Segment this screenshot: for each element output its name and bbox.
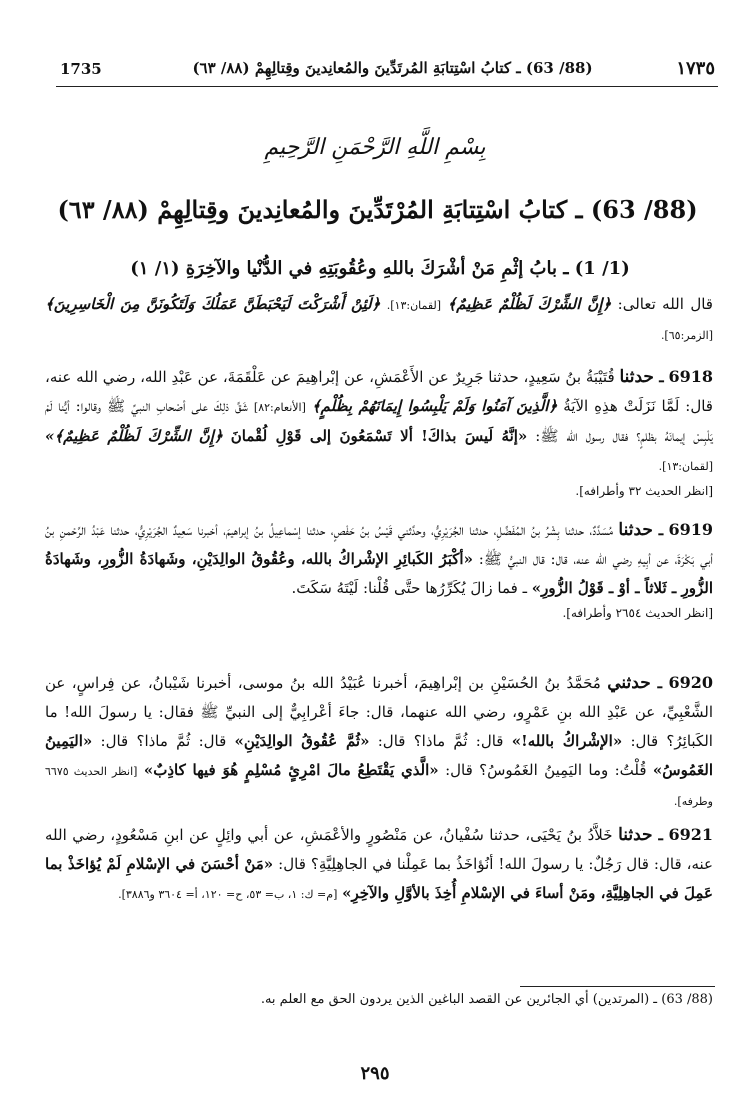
cross-reference: [انظر الحديث ٢٦٥٤ وأطرافه]. — [562, 606, 713, 620]
verse-reference: [لقمان:١٣]. — [386, 299, 442, 312]
hadith-opening-word: حدثنا — [619, 367, 654, 387]
footnote: (88/ 63) ـ (المرتدين) أي الجائرين عن القصد الباغين الذين يردون الحق مع العلم به. — [260, 992, 713, 1007]
cross-reference: [م= ك: ١، ب= ٥٣، ح= ١٢٠، أ= ٣٦٠٤ و٣٨٨٦]. — [118, 888, 338, 901]
hadith-text: ـ فما زالَ يُكَرِّرُها حتَّى قُلْنا: لَيْتَهُ سَكَتَ. — [291, 579, 527, 597]
quran-verse: ﴿الَّذِينَ آمَنُوا وَلَمْ يَلْبِسُوا إِيمَانَهُمْ بِظُلْمٍ﴾ — [311, 397, 558, 415]
hadith-text: مُسَدَّدٌ، حدثنا بِشْرُ بنُ المُفَضَّلِ، حدثنا الجُرَيْرِيُّ، وحدَّثني قَيْسُ بنُ حَفْصٍ، حدثنا إسْماعِيلُ بنُ إبراهيمَ، أخبرنا سَعِيدٌ الجُرَيْرِيُّ، حدثنا عَبْدُ الرَّحْمنِ بنُ أبي بَكْرَةَ، عن أبِيهِ رضي الله عنه، قال: قال النبيُّ ﷺ: — [45, 521, 714, 568]
prophet-saying: «أكْبَرُ الكَبائِرِ الإشْراكُ بالله، وعُقُوقُ الوالِدَيْنِ، وشَهادَةُ الزُّورِ، وشَهادَةُ الزُّورِ ـ ثَلاثاً ـ أوْ ـ قَوْلُ الزُّورِ» — [45, 550, 713, 597]
prophet-saying: «ثُمَّ عُقُوقُ الوالِدَيْنِ» — [234, 732, 370, 750]
cross-reference: [انظر الحديث ٣٢ وأطرافه]. — [575, 484, 713, 498]
page-number-footer: ٢٩٥ — [360, 1063, 390, 1084]
hadith-number: 6919 — [668, 520, 713, 539]
hadith-text: قُلْتُ: وما اليَمِينُ الغَمُوسُ؟ قال: — [445, 761, 647, 779]
hadith-opening-word: حدثنا — [618, 825, 653, 845]
hadith-text: قال: ثُمَّ ماذا؟ قال: — [377, 732, 504, 750]
cross-reference: [انظر الحديث ٦٦٧٥ وطرفه]. — [45, 765, 713, 808]
verse-reference: [الأنعام:٨٢] — [253, 401, 306, 414]
prophet-saying: «إنَّهُ لَيسَ بذاكَ! ألا تَسْمَعُونَ إلى قَوْلِ لُقْمانَ — [230, 427, 528, 445]
hadith-6921: 6921 ـ حدثنا خَلاَّدُ بنُ يَحْيَى، حدثنا سُفْيانُ، عن مَنْصُورٍ والأعْمَشِ، عن أبي وائِلٍ عن ابنِ مَسْعُودٍ، رضي الله عنه، قال: قال رَجُلٌ: يا رسولَ الله! أنُؤاخَذُ بما عَمِلْنا في الجاهِلِيَّةِ؟ قال: «مَنْ أحْسَنَ في الإسْلامِ لَمْ يُؤاخَذْ بما عَمِلَ في الجاهِلِيَّةِ، ومَنْ أساءَ في الإسْلامِ أُخِذَ بالأوَّلِ والآخِرِ» [م= ك: ١، ب= ٥٣، ح= ١٢٠، أ= ٣٦٠٤ و٣٨٨٦]. — [45, 825, 713, 902]
hadith-6918: 6918 ـ حدثنا قُتَيْبَةُ بنُ سَعِيدٍ، حدثنا جَرِيرٌ عن الأَعْمَشِ، عن إبْراهِيمَ عن عَلْقَمَةَ، عن عَبْدِ الله، رضي الله عنه، قال: لَمَّا نَزَلَتْ هذِهِ الآيَةُ ﴿الَّذِينَ آمَنُوا وَلَمْ يَلْبِسُوا إِيمَانَهُمْ بِظُلْمٍ﴾ [الأنعام:٨٢] شَقَّ ذلِكَ على أصْحابِ النبيِّ ﷺ وقالوا: أيُّنا لَمْ يَلْبِسْ إيمانَهُ بظلمٍ؟ فقال رسول الله ﷺ: «إنَّهُ لَيسَ بذاكَ! ألا تَسْمَعُونَ إلى قَوْلِ لُقْمانَ ﴿إِنَّ الشِّرْكَ لَظُلْمٌ عَظِيمٌ﴾» [لقمان:١٣]. [انظر الحديث ٣٢ وأطرافه]. — [45, 362, 713, 501]
page-number-arabic: ١٧٣٥ — [676, 58, 715, 79]
intro-text: قال الله تعالى: — [617, 295, 713, 313]
verse-reference: [لقمان:١٣]. — [658, 460, 713, 473]
book-title: (88/ 63) ـ كتابُ اسْتِتابَةِ المُرْتَدِّينَ والمُعانِدينَ وقِتالِهِمْ (٨٨/ ٦٣) — [57, 195, 698, 224]
page-number-latin: 1735 — [60, 60, 102, 78]
intro-paragraph — [45, 290, 713, 350]
verse-reference: [الزمر:٦٥]. — [660, 329, 713, 342]
running-title: (88/ 63) ـ كتابُ اسْتِتابَةِ المُرتَدِّينَ والمُعانِدينَ وقِتالِهِمْ (٨٨/ ٦٣) — [192, 59, 593, 77]
hadith-6919: 6919 ـ حدثنا مُسَدَّدٌ، حدثنا بِشْرُ بنُ المُفَضَّلِ، حدثنا الجُرَيْرِيُّ، وحدَّثني قَيْسُ بنُ حَفْصٍ، حدثنا إسْماعِيلُ بنُ إبراهيمَ، أخبرنا سَعِيدٌ الجُرَيْرِيُّ، حدثنا عَبْدُ الرَّحْمنِ بنُ أبي بَكْرَةَ، عن أبِيهِ رضي الله عنه، قال: قال النبيُّ ﷺ: «أكْبَرُ الكَبائِرِ الإشْراكُ بالله، وعُقُوقُ الوالِدَيْنِ، وشَهادَةُ الزُّورِ، وشَهادَةُ الزُّورِ ـ ثَلاثاً ـ أوْ ـ قَوْلُ الزُّورِ» ـ فما زالَ يُكَرِّرُها حتَّى قُلْنا: لَيْتَهُ سَكَتَ. [انظر الحديث ٢٦٥٤ وأطرافه]. — [45, 515, 713, 623]
hadith-text: قُتَيْبَةُ بنُ سَعِيدٍ، حدثنا جَرِيرٌ عن الأَعْمَشِ، عن إبْراهِيمَ عن عَلْقَمَةَ، عن عَبْدِ الله، رضي الله عنه، قال: لَمَّا نَزَلَتْ هذِهِ الآيَةُ — [45, 368, 713, 415]
prophet-saying: «الإشْراكُ بالله!» — [511, 732, 623, 750]
hadith-opening-word: حدثنا — [618, 520, 653, 540]
chapter-title: (1/ 1) ـ بابُ إثْمِ مَنْ أشْرَكَ باللهِ وعُقُوبَتِهِ في الدُّنْيا والآخِرَةِ (١/ ١) — [130, 258, 630, 279]
prophet-saying: «مَنْ أحْسَنَ في الإسْلامِ لَمْ يُؤاخَذْ بما عَمِلَ في الجاهِلِيَّةِ، ومَنْ أساءَ في الإسْلامِ أُخِذَ بالأوَّلِ والآخِرِ» — [45, 855, 713, 902]
hadith-6920: 6920 ـ حدثني مُحَمَّدُ بنُ الحُسَيْنِ بن إبْراهِيمَ، أخبرنا عُبَيْدُ الله بنُ موسى، أخبرنا شَيْبانُ، عن فِراسٍ، عن الشَّعْبِيِّ، عن عَبْدِ الله بنِ عَمْرٍو، رضي الله عنهما، قال: جاءَ أعْرابِيٌّ إلى النبيِّ ﷺ فقال: يا رسولَ الله! ما الكَبائِرُ؟ قال: «الإشْراكُ بالله!» قال: ثُمَّ ماذا؟ قال: «ثُمَّ عُقُوقُ الوالِدَيْنِ» قال: ثُمَّ ماذا؟ قال: «اليَمِينُ الغَمُوسُ» قُلْتُ: وما اليَمِينُ الغَمُوسُ؟ قال: «الَّذي يَقْتَطِعُ مالَ امْرِئٍ مُسْلِمٍ هُوَ فيها كاذِبٌ» [انظر الحديث ٦٦٧٥ وطرفه]. — [45, 673, 713, 808]
quran-verse: ﴿إِنَّ الشِّرْكَ لَظُلْمٌ عَظِيمٌ﴾» — [45, 427, 223, 445]
quran-verse: ﴿لَئِنْ أَشْرَكْتَ لَيَحْبَطَنَّ عَمَلُكَ وَلَتَكُونَنَّ مِنَ الْخَاسِرِينَ﴾ — [45, 295, 381, 313]
hadith-text: شَقَّ ذلِكَ على أصْحابِ النبيِّ ﷺ وقالوا: أيُّنا لَمْ يَلْبِسْ إيمانَهُ بظلمٍ؟ فقال رسول الله ﷺ: — [45, 397, 713, 445]
header-rule — [56, 86, 718, 87]
hadith-number: 6921 — [668, 825, 713, 844]
quran-verse: ﴿إِنَّ الشِّرْكَ لَظُلْمٌ عَظِيمٌ﴾ — [447, 295, 612, 313]
basmala: بِسْمِ اللَّهِ الرَّحْمَنِ الرَّحِيمِ — [264, 135, 486, 160]
hadith-number: 6918 — [668, 367, 713, 386]
hadith-text: خَلاَّدُ بنُ يَحْيَى، حدثنا سُفْيانُ، عن مَنْصُورٍ والأعْمَشِ، عن أبي وائِلٍ عن ابنِ مَسْعُودٍ، رضي الله عنه، قال: قال رَجُلٌ: يا رسولَ الله! أنُؤاخَذُ بما عَمِلْنا في الجاهِلِيَّةِ؟ قال: — [45, 826, 713, 873]
footnote-rule — [520, 986, 715, 987]
prophet-saying: «اليَمِينُ الغَمُوسُ» — [45, 732, 713, 779]
running-header — [60, 58, 715, 84]
hadith-opening-word: حدثني — [607, 673, 651, 693]
hadith-text: مُحَمَّدُ بنُ الحُسَيْنِ بن إبْراهِيمَ، أخبرنا عُبَيْدُ الله بنُ موسى، أخبرنا شَيْبانُ، عن فِراسٍ، عن الشَّعْبِيِّ، عن عَبْدِ الله بنِ عَمْرٍو، رضي الله عنهما، قال: جاءَ أعْرابِيٌّ إلى النبيِّ ﷺ فقال: يا رسولَ الله! ما الكَبائِرُ؟ قال: — [45, 674, 713, 750]
hadith-text: قال: ثُمَّ ماذا؟ قال: — [100, 732, 227, 750]
hadith-number: 6920 — [668, 673, 713, 692]
prophet-saying: «الَّذي يَقْتَطِعُ مالَ امْرِئٍ مُسْلِمٍ هُوَ فيها كاذِبٌ» — [143, 761, 439, 779]
